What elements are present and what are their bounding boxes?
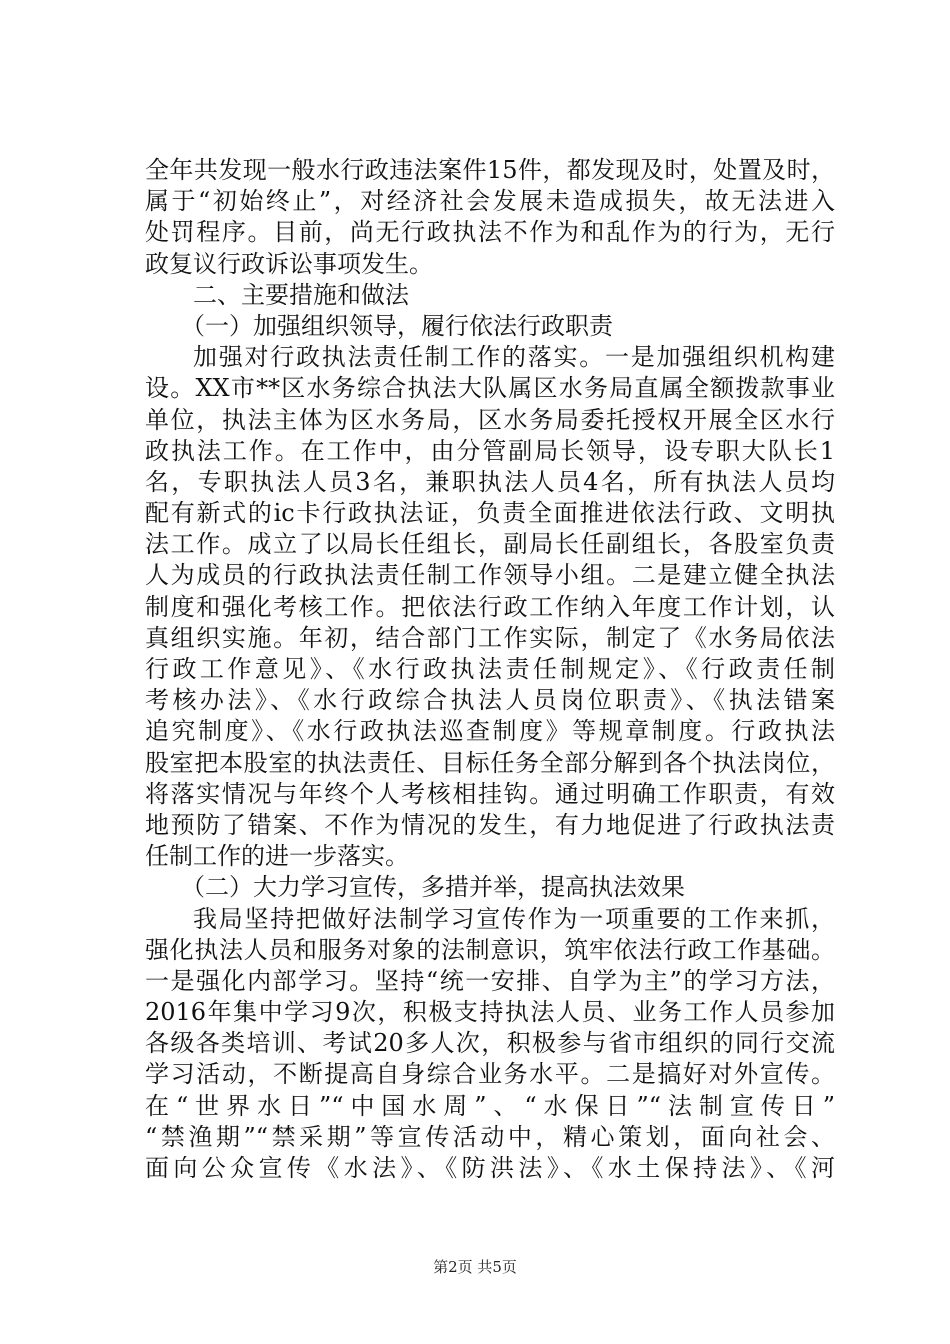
body-line: 人为成员的行政执法责任制工作领导小组。二是建立健全执法 [145, 561, 835, 590]
body-line: 属于“初始终止”，对经济社会发展未造成损失，故无法进入 [145, 187, 835, 216]
body-line: 考核办法》、《水行政综合执法人员岗位职责》、《执法错案 [145, 686, 835, 715]
body-line: 处罚程序。目前，尚无行政执法不作为和乱作为的行为，无行 [145, 218, 835, 247]
body-line: 名，专职执法人员3名，兼职执法人员4名，所有执法人员均 [145, 467, 835, 496]
body-line: 在“世界水日”“中国水周”、“水保日”“法制宣传日” [145, 1091, 835, 1120]
body-line: 我局坚持把做好法制学习宣传作为一项重要的工作来抓， [193, 904, 835, 933]
body-line: 全年共发现一般水行政违法案件15件，都发现及时，处置及时， [145, 156, 835, 184]
body-line: 强化执法人员和服务对象的法制意识，筑牢依法行政工作基础。 [145, 935, 835, 964]
body-line: 一是强化内部学习。坚持“统一安排、自学为主”的学习方法， [145, 966, 835, 995]
subsection-heading: （二）大力学习宣传，多措并举，提高执法效果 [181, 873, 685, 902]
body-line: 单位，执法主体为区水务局，区水务局委托授权开展全区水行 [145, 405, 835, 434]
subsection-heading: （一）加强组织领导，履行依法行政职责 [181, 311, 613, 340]
body-line: 政执法工作。在工作中，由分管副局长领导，设专职大队长1 [145, 436, 835, 465]
body-line: 政复议行政诉讼事项发生。 [145, 249, 433, 278]
body-line: 将落实情况与年终个人考核相挂钩。通过明确工作职责，有效 [145, 779, 835, 808]
body-line: 配有新式的ic卡行政执法证，负责全面推进依法行政、文明执 [145, 499, 835, 528]
body-line: 真组织实施。年初，结合部门工作实际，制定了《水务局依法 [145, 623, 835, 652]
body-line: 行政工作意见》、《水行政执法责任制规定》、《行政责任制 [145, 655, 835, 683]
body-line: 任制工作的进一步落实。 [145, 842, 409, 871]
body-line: 股室把本股室的执法责任、目标任务全部分解到各个执法岗位， [145, 748, 835, 777]
body-line: 加强对行政执法责任制工作的落实。一是加强组织机构建 [193, 343, 835, 372]
body-line: 面向公众宣传《水法》、《防洪法》、《水土保持法》、《河 [145, 1154, 835, 1182]
body-line: 地预防了错案、不作为情况的发生，有力地促进了行政执法责 [145, 810, 835, 839]
page-footer: 第2页 共5页 [433, 1258, 517, 1276]
section-heading: 二、主要措施和做法 [193, 280, 409, 309]
body-line: 制度和强化考核工作。把依法行政工作纳入年度工作计划，认 [145, 592, 835, 621]
body-line: 追究制度》、《水行政执法巡查制度》等规章制度。行政执法 [145, 717, 835, 746]
body-line: 各级各类培训、考试20多人次，积极参与省市组织的同行交流 [145, 1029, 835, 1058]
body-line: 学习活动，不断提高自身综合业务水平。二是搞好对外宣传。 [145, 1060, 835, 1089]
document-body [145, 155, 835, 1184]
body-line: 法工作。成立了以局长任组长，副局长任副组长，各股室负责 [145, 530, 835, 559]
body-line: 设。XX市**区水务综合执法大队属区水务局直属全额拨款事业 [145, 374, 835, 403]
body-line: 2016年集中学习9次，积极支持执法人员、业务工作人员参加 [145, 998, 835, 1027]
body-line: “禁渔期”“禁采期”等宣传活动中，精心策划，面向社会、 [145, 1122, 835, 1151]
